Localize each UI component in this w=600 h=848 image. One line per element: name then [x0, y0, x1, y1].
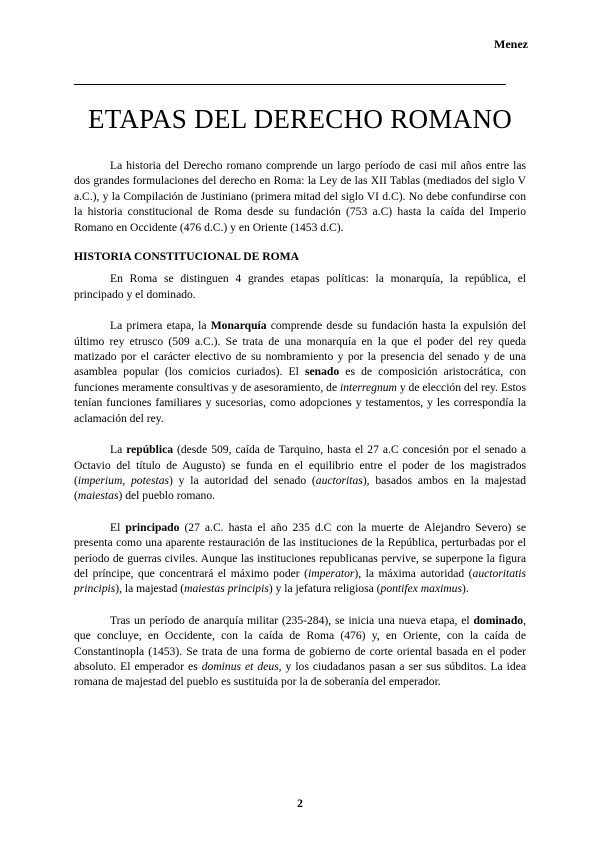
republica-paragraph: [74, 442, 526, 504]
dominado-text-3: , y los ciudadanos pasan a ser sus súbditos. La idea romana de majestad del pueblo es sustituida por la de soberanía del emperador.: [74, 659, 526, 689]
principado-paragraph: [74, 520, 526, 597]
document-body: [74, 158, 526, 690]
principado-text-2: (27 a.C. hasta el año 235 d.C con la muerte de Alejandro Severo) se presenta como una aparente restauración de las instituciones de la República, perturbadas por el período de guerras civiles. Aunque las instituciones republicanas pervive, se superpone la figura del príncipe, que concentrará el máximo poder (: [74, 520, 527, 580]
pontifex-maximus-term: pontifex maximus: [380, 582, 462, 596]
republica-text-2: (desde 509, caída de Tarquino, hasta el 27 a.C concesión por el senado a Octavio del título de Augusto) se funda en el equilibrio entre el poder de los magistrados (: [74, 443, 526, 487]
republica-text-3: ) y la autoridad del senado (: [169, 473, 316, 487]
section-heading: HISTORIA CONSTITUCIONAL DE ROMA: [74, 250, 299, 264]
page-title: ETAPAS DEL DERECHO ROMANO: [87, 104, 513, 134]
imperator-term: imperator: [308, 566, 355, 580]
header-rule: [74, 84, 506, 85]
overview-paragraph: En Roma se distinguen 4 grandes etapas políticas: la monarquía, la república, el principado y el dominado.: [74, 272, 526, 301]
maiestas-principis-term: maiestas principis: [184, 582, 269, 596]
monarquia-text-2: comprende desde su fundación hasta la expulsión del último rey etrusco (509 a.C.). Se trata de una monarquía en la que el poder del rey queda matizado por el carácter electivo de su nombramiento y por la presencia del senado y de una asamblea popular (los comicios curiados). El: [74, 319, 526, 379]
intro-paragraph: La historia del Derecho romano comprende un largo período de casi mil años entre las dos grandes formulaciones del derecho en Roma: la Ley de las XII Tablas (mediados del siglo V a.C.), y la Compilación de Justiniano (primera mitad del siglo VI d.C). No debe confundirse con la historia constitucional de Roma desde su fundación (753 a.C) hasta la caída del Imperio Romano en Occidente (476 d.C.) y en Oriente (1453 d.C).: [74, 159, 526, 234]
principado-text-4: ), la majestad (: [115, 582, 185, 596]
dominado-text-1: Tras un período de anarquía militar (235-284), se inicia una nueva etapa, el: [110, 613, 474, 627]
auctoritas-term: auctoritas: [315, 473, 363, 487]
maiestas-term: maiestas: [77, 489, 119, 503]
principado-text-5: ) y la jefatura religiosa (: [268, 582, 381, 596]
dominado-text-2: , que concluye, en Occidente, con la caída de Roma (476) y, en Oriente, con la caída de Constantinopla (1453). Se trata de una forma de gobierno de corte oriental basada en el poder absoluto. El emperador es: [74, 613, 526, 673]
monarquia-text-4: y de elección del rey. Estos tenían funciones familiares y sucesorias, como adopciones y testamentos, y les correspondía la aclamación del rey.: [74, 380, 526, 425]
interregnum-term: interregnum: [340, 380, 397, 394]
page-number: 2: [297, 797, 303, 810]
header-author: Menez: [494, 37, 528, 51]
dominado-paragraph: [74, 613, 526, 690]
dominus-et-deus-term: dominus et deus: [201, 659, 279, 673]
senado-term: senado: [305, 365, 340, 379]
monarquia-text-1: La primera etapa, la: [110, 319, 211, 333]
dominado-term: dominado: [473, 613, 524, 627]
monarquia-term: Monarquía: [210, 319, 267, 333]
monarquia-paragraph: [74, 318, 526, 426]
principado-text-1: El: [110, 520, 126, 534]
principado-text-3: ), la máxima autoridad (: [354, 566, 473, 580]
principado-term: principado: [125, 520, 180, 534]
republica-text-5: ) del pueblo romano.: [118, 489, 216, 503]
monarquia-text-3: es de composición aristocrática, con funciones meramente consultivas y de asesoramiento, de: [74, 365, 527, 394]
republica-term: república: [126, 443, 174, 457]
republica-text-1: La: [110, 443, 127, 457]
republica-text-4: ), basados ambos en la majestad (: [74, 473, 527, 503]
imperium-potestas-term: imperium, potestas: [77, 473, 170, 487]
auctoritatis-principis-term: auctoritatis principis: [74, 566, 526, 596]
principado-text-6: ).: [462, 582, 469, 596]
